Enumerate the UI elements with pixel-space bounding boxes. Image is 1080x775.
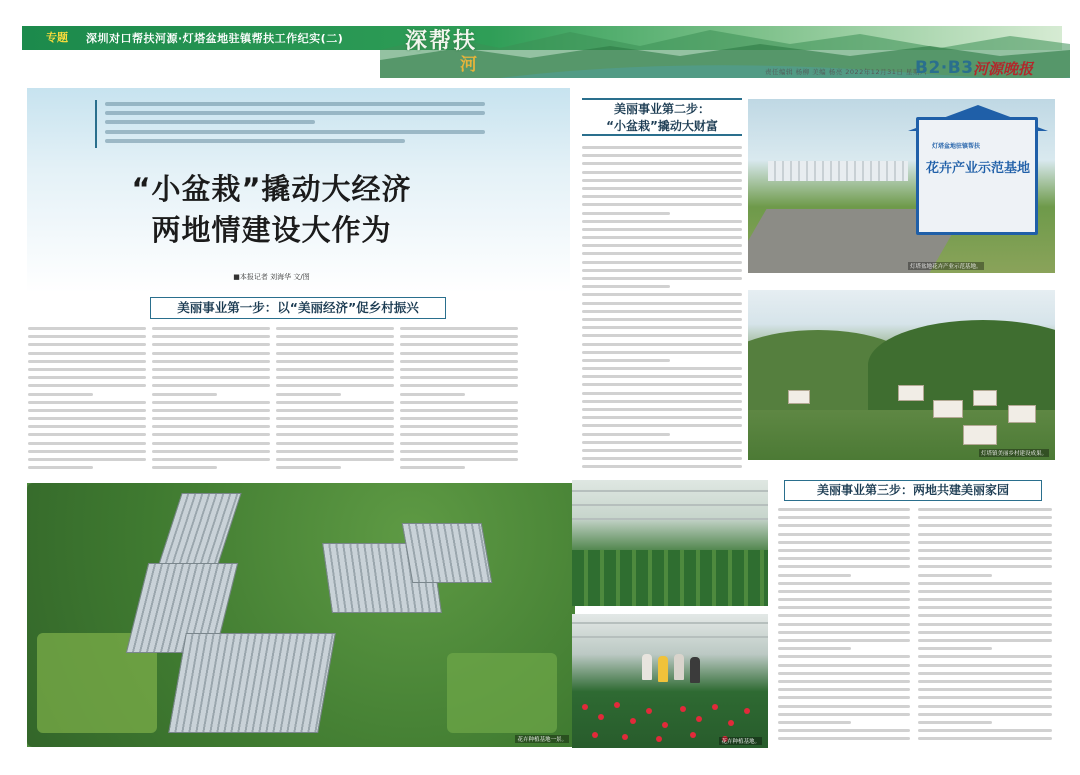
text-line (582, 162, 742, 165)
text-line (152, 417, 270, 420)
text-line (28, 384, 146, 387)
section-heading-2-line1: 美丽事业第二步： (613, 102, 710, 116)
text-line (276, 450, 394, 453)
text-line (582, 187, 742, 190)
text-line (918, 549, 1052, 552)
text-line (918, 737, 1052, 740)
text-line (400, 458, 518, 461)
text-line (276, 417, 394, 420)
text-line (582, 424, 742, 427)
text-line (582, 285, 670, 288)
text-line (918, 680, 1052, 683)
text-line (778, 655, 910, 658)
text-line (152, 409, 270, 412)
text-line (582, 449, 742, 452)
text-line (400, 393, 465, 396)
text-line (582, 351, 742, 354)
brush-calligraphy: 深帮扶 (405, 28, 478, 54)
text-line (152, 384, 270, 387)
text-line (276, 425, 394, 428)
text-line (778, 729, 910, 732)
text-line (582, 179, 742, 182)
page-numbers: B2·B3 (915, 58, 974, 78)
text-line (582, 433, 670, 436)
text-line (582, 212, 670, 215)
text-line (276, 360, 394, 363)
article-column-4 (400, 327, 518, 474)
text-line (582, 236, 742, 239)
text-line (778, 705, 910, 708)
text-line (582, 318, 742, 321)
sign-subtitle: 灯塔盆地驻镇帮扶 (932, 143, 981, 150)
text-line (778, 623, 910, 626)
text-line (582, 244, 742, 247)
text-line (28, 417, 146, 420)
text-line (276, 343, 394, 346)
text-line (400, 442, 518, 445)
brush-calligraphy-2: 河 (460, 55, 477, 75)
text-line (28, 425, 146, 428)
text-line (582, 400, 742, 403)
text-line (400, 466, 465, 469)
text-line (28, 466, 93, 469)
series-title: 深圳对口帮扶河源·灯塔盆地驻镇帮扶工作纪实(二) (86, 32, 344, 45)
text-line (152, 442, 270, 445)
text-line (582, 326, 742, 329)
text-line (276, 352, 394, 355)
text-line (276, 384, 394, 387)
photo-caption: 花卉种植基地一景。 (517, 737, 567, 743)
text-line (582, 228, 742, 231)
text-line (276, 409, 394, 412)
text-line (276, 368, 394, 371)
text-line (152, 425, 270, 428)
text-line (778, 737, 910, 740)
text-line (918, 713, 1052, 716)
text-line (918, 696, 1052, 699)
text-line (918, 664, 1052, 667)
text-line (918, 574, 992, 577)
text-line (276, 433, 394, 436)
text-line (778, 516, 910, 519)
text-line (582, 203, 742, 206)
text-line (918, 688, 1052, 691)
section-heading-2-line2: “小盆栽”撬动大财富 (606, 119, 718, 133)
text-line (582, 343, 742, 346)
text-line (152, 376, 270, 379)
headline-line-1: “小盆栽”撬动大经济 (131, 172, 412, 206)
text-line (28, 458, 146, 461)
article-column-3 (276, 327, 394, 474)
text-line (918, 705, 1052, 708)
text-line (276, 327, 394, 330)
text-line (276, 335, 394, 338)
text-line (778, 524, 910, 527)
text-line (918, 729, 1052, 732)
text-line (582, 171, 742, 174)
text-line (582, 408, 742, 411)
text-line (918, 541, 1052, 544)
text-line (778, 508, 910, 511)
article-column-6 (778, 508, 910, 745)
text-line (918, 598, 1052, 601)
village-landscape-photo (748, 290, 1055, 460)
text-line (582, 293, 742, 296)
text-line (152, 466, 217, 469)
masthead (0, 0, 1080, 80)
photo-caption: 花卉种植基地。 (721, 739, 760, 745)
section-tag: 专题 (46, 31, 68, 44)
article-column-7 (918, 508, 1052, 745)
text-line (152, 458, 270, 461)
text-line (28, 409, 146, 412)
text-line (400, 433, 518, 436)
text-line (152, 433, 270, 436)
text-line (400, 384, 518, 387)
text-line (778, 713, 910, 716)
text-line (28, 450, 146, 453)
text-line (582, 375, 742, 378)
text-line (918, 672, 1052, 675)
text-line (582, 154, 742, 157)
photo-caption: 灯塔盆地花卉产业示范基地。 (910, 264, 982, 270)
text-line (400, 343, 518, 346)
text-line (778, 549, 910, 552)
text-line (918, 647, 992, 650)
text-line (778, 541, 910, 544)
text-line (400, 401, 518, 404)
text-line (778, 565, 910, 568)
text-line (778, 696, 910, 699)
text-line (778, 590, 910, 593)
text-line (778, 680, 910, 683)
byline: ■本报记者 刘海华 文/图 (233, 273, 310, 281)
text-line (152, 368, 270, 371)
issue-meta: 责任编辑 杨柳 美编 杨亮 2022年12月31日 星期六 (765, 68, 927, 76)
text-line (778, 647, 851, 650)
text-line (400, 425, 518, 428)
text-line (28, 352, 146, 355)
text-line (276, 466, 341, 469)
text-line (582, 383, 742, 386)
text-line (276, 401, 394, 404)
text-line (400, 417, 518, 420)
text-line (778, 639, 910, 642)
text-line (918, 508, 1052, 511)
text-line (276, 393, 341, 396)
text-line (918, 639, 1052, 642)
text-line (28, 343, 146, 346)
text-line (918, 565, 1052, 568)
newspaper-name: 河源晚报 (973, 60, 1034, 78)
text-line (582, 441, 742, 444)
text-line (582, 392, 742, 395)
text-line (582, 310, 742, 313)
text-line (582, 302, 742, 305)
text-line (28, 401, 146, 404)
article-column-1 (28, 327, 146, 474)
text-line (778, 606, 910, 609)
text-line (918, 516, 1052, 519)
text-line (152, 352, 270, 355)
text-line (400, 376, 518, 379)
text-line (582, 146, 742, 149)
text-line (276, 458, 394, 461)
text-line (582, 465, 742, 468)
text-line (918, 582, 1052, 585)
text-line (778, 574, 851, 577)
text-line (28, 335, 146, 338)
text-line (28, 360, 146, 363)
text-line (918, 590, 1052, 593)
text-line (918, 721, 992, 724)
text-line (778, 582, 910, 585)
text-line (778, 598, 910, 601)
text-line (400, 352, 518, 355)
article-column-2 (152, 327, 270, 474)
section-heading-2 (582, 98, 742, 136)
text-line (276, 376, 394, 379)
text-line (28, 442, 146, 445)
text-line (582, 334, 742, 337)
text-line (918, 623, 1052, 626)
text-line (582, 269, 742, 272)
text-line (400, 327, 518, 330)
text-line (28, 376, 146, 379)
text-line (152, 343, 270, 346)
flower-base-sign-photo (748, 99, 1055, 273)
text-line (778, 721, 851, 724)
text-line (152, 450, 270, 453)
text-line (778, 557, 910, 560)
text-line (400, 409, 518, 412)
text-line (400, 360, 518, 363)
photo-caption: 灯塔镇美丽乡村建设成果。 (980, 451, 1047, 457)
text-line (778, 533, 910, 536)
text-line (582, 277, 742, 280)
text-line (28, 393, 93, 396)
text-line (582, 195, 742, 198)
text-line (28, 433, 146, 436)
text-line (918, 614, 1052, 617)
text-line (276, 442, 394, 445)
text-line (28, 327, 146, 330)
text-line (400, 335, 518, 338)
text-line (582, 457, 742, 460)
anthurium-flowers-photo (572, 614, 768, 748)
text-line (918, 557, 1052, 560)
text-line (778, 664, 910, 667)
section-heading-3: 美丽事业第三步：两地共建美丽家园 (784, 480, 1042, 501)
section-heading-1: 美丽事业第一步：以“美丽经济”促乡村振兴 (150, 297, 446, 319)
text-line (28, 368, 146, 371)
text-line (778, 614, 910, 617)
text-line (918, 606, 1052, 609)
text-line (778, 631, 910, 634)
nursery-greenhouse-photo (572, 480, 768, 606)
text-line (152, 393, 217, 396)
text-line (778, 672, 910, 675)
text-line (918, 655, 1052, 658)
sign-text: 花卉产业示范基地 (926, 161, 1031, 176)
text-line (152, 327, 270, 330)
lead-paragraph (95, 100, 495, 148)
text-line (400, 368, 518, 371)
text-line (918, 524, 1052, 527)
text-line (582, 416, 742, 419)
text-line (582, 252, 742, 255)
text-line (152, 360, 270, 363)
headline-line-2: 两地情建设大作为 (151, 213, 392, 247)
text-line (582, 220, 742, 223)
text-line (778, 688, 910, 691)
text-line (582, 261, 742, 264)
text-line (152, 335, 270, 338)
text-line (400, 450, 518, 453)
greenhouse-aerial-photo (27, 483, 575, 747)
article-column-5 (582, 146, 742, 474)
text-line (582, 359, 670, 362)
text-line (152, 401, 270, 404)
text-line (918, 533, 1052, 536)
text-line (918, 631, 1052, 634)
text-line (582, 367, 742, 370)
